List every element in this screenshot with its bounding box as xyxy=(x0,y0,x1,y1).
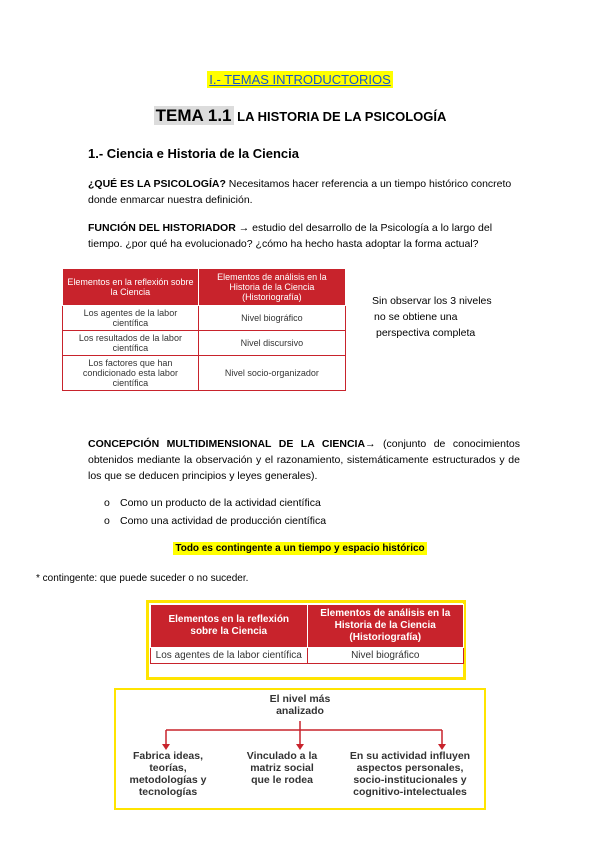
topic-tag: TEMA 1.1 xyxy=(155,106,232,125)
tree-child-node: Vinculado a la matriz social que le rodea xyxy=(246,750,318,786)
table-cell: Nivel discursivo xyxy=(198,331,345,356)
table-header-row xyxy=(63,269,346,306)
tree-child-node: Fabrica ideas, teorías, metodologías y tecnologías xyxy=(129,750,207,798)
paragraph-text: (conjunto de conocimientos obtenidos mediante la observación y el razonamiento, sistemáticamente estructurados y de los que se deducen principios y leyes generales). xyxy=(88,438,520,482)
table-cell: Los agentes de la labor científica xyxy=(151,648,308,664)
list-item-text: Como una actividad de producción científica xyxy=(120,515,327,527)
table-row xyxy=(151,648,464,664)
levels-table xyxy=(62,268,346,391)
table-cell: Nivel socio-organizador xyxy=(198,356,345,391)
paragraph-psychology xyxy=(88,176,520,208)
table-cell: Los resultados de la labor científica xyxy=(63,331,199,356)
side-note-line: perspectiva completa xyxy=(376,327,476,339)
table-header: Elementos en la reflexión sobre la Ciencia xyxy=(151,605,308,648)
footnote: * contingente: que puede suceder o no suceder. xyxy=(36,573,249,584)
section-heading: I.- TEMAS INTRODUCTORIOS xyxy=(209,72,391,87)
bullet-icon: o xyxy=(104,515,110,527)
table-header: Elementos en la reflexión sobre la Ciencia xyxy=(63,269,199,306)
subsection-heading: 1.- Ciencia e Historia de la Ciencia xyxy=(88,146,299,161)
paragraph-text: estudio del desarrollo de la Psicología a lo largo del tiempo. ¿por qué ha evolucionado? ¿cómo ha hecho hasta adoptar la forma actual? xyxy=(88,222,493,250)
figure-table xyxy=(150,604,464,664)
topic-title xyxy=(0,106,600,126)
paragraph-lead: CONCEPCIÓN MULTIDIMENSIONAL DE LA CIENCIA xyxy=(88,438,366,450)
table-row xyxy=(63,306,346,331)
paragraph-lead: FUNCIÓN DEL HISTORIADOR xyxy=(88,222,236,234)
table-row xyxy=(63,356,346,391)
table-cell: Nivel biográfico xyxy=(198,306,345,331)
highlighted-statement: Todo es contingente a un tiempo y espacio histórico xyxy=(175,543,425,554)
table-header: Elementos de análisis en la Historia de la Ciencia (Historiografía) xyxy=(307,605,464,648)
side-note xyxy=(372,293,492,341)
paragraph-text: Necesitamos hacer referencia a un tiempo histórico concreto donde enmarcar nuestra definición. xyxy=(88,178,512,206)
paragraph-historian xyxy=(88,220,520,252)
table-cell: Los factores que han condicionado esta labor científica xyxy=(63,356,199,391)
arrow-icon: → xyxy=(365,438,376,450)
paragraph-lead: ¿QUÉ ES LA PSICOLOGÍA? xyxy=(88,178,226,190)
table-row xyxy=(63,331,346,356)
table-cell: Nivel biográfico xyxy=(307,648,464,664)
table-header-row xyxy=(151,605,464,648)
bullet-icon: o xyxy=(104,497,110,509)
paragraph-multidimensional xyxy=(88,436,520,484)
list-item xyxy=(104,497,321,509)
topic-title-text: LA HISTORIA DE LA PSICOLOGÍA xyxy=(237,109,447,124)
side-note-line: no se obtiene una xyxy=(374,311,458,323)
tree-root-node: El nivel más analizado xyxy=(269,693,331,717)
table-cell: Los agentes de la labor científica xyxy=(63,306,199,331)
side-note-line: Sin observar los 3 niveles xyxy=(372,295,492,307)
list-item-text: Como un producto de la actividad científica xyxy=(120,497,321,509)
arrow-icon: → xyxy=(238,222,250,234)
list-item xyxy=(104,515,326,527)
tree-child-node: En su actividad influyen aspectos personales, socio-institucionales y cognitivo-intelectuales xyxy=(349,750,471,798)
table-header: Elementos de análisis en la Historia de la Ciencia (Historiografía) xyxy=(198,269,345,306)
